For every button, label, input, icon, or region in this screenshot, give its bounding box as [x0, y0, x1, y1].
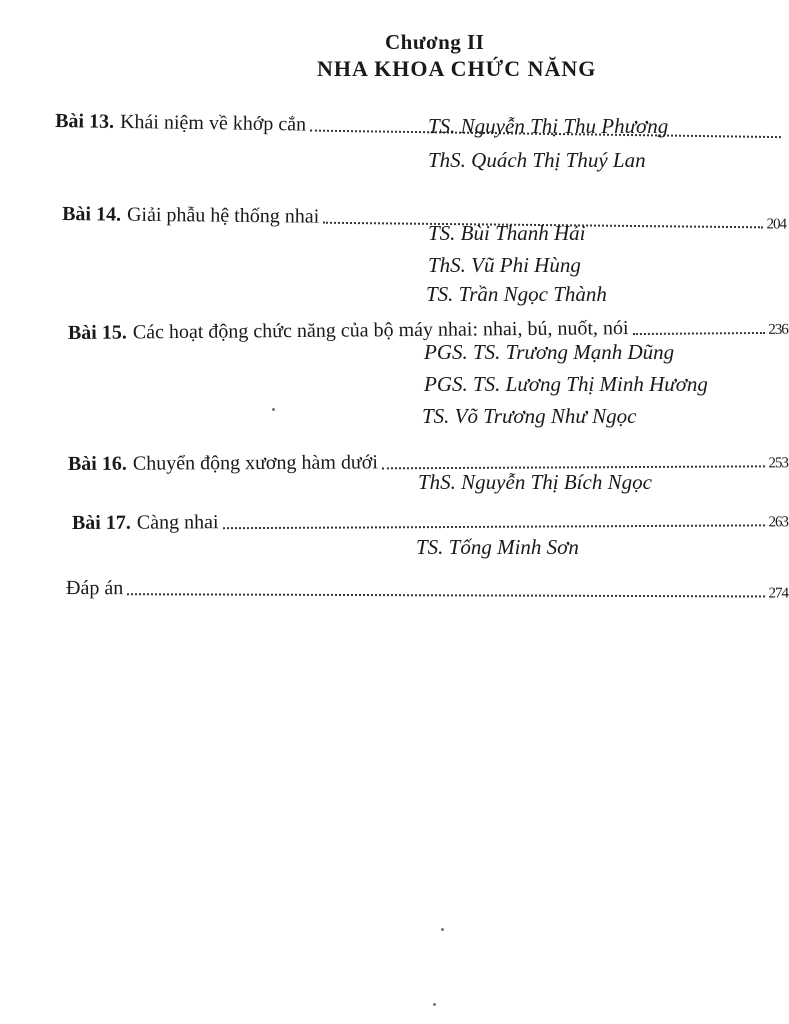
chapter-number: Chương II: [385, 30, 485, 54]
scan-speck: [433, 1003, 436, 1006]
entry-author: TS. Trần Ngọc Thành: [426, 282, 607, 306]
entry-topic: Chuyển động xương hàm dưới: [132, 451, 378, 475]
entry-author: ThS. Vũ Phi Hùng: [428, 253, 581, 277]
entry-topic: Giải phẫu hệ thống nhai: [126, 203, 320, 228]
entry-page: 236: [768, 321, 788, 338]
entry-page: 274: [768, 585, 789, 602]
dot-leader: [382, 464, 765, 469]
entry-label: Bài 17.: [71, 511, 131, 534]
entry-page: 204: [766, 216, 787, 233]
entry-topic: Khái niệm về khớp cắn: [119, 110, 307, 136]
entry-label: Bài 15.: [67, 321, 127, 345]
entry-label: Bài 16.: [67, 452, 127, 475]
toc-entry-13: [55, 110, 785, 143]
entry-label: Bài 14.: [62, 203, 122, 226]
entry-author: TS. Tống Minh Sơn: [416, 535, 579, 559]
entry-author: PGS. TS. Lương Thị Minh Hương: [424, 372, 708, 396]
entry-author: ThS. Quách Thị Thuý Lan: [428, 148, 646, 172]
entry-topic: Các hoạt động chức năng của bộ máy nhai: nhai, bú, nuốt, nói: [132, 317, 629, 344]
scan-speck: [441, 928, 444, 931]
entry-topic: Đáp án: [66, 577, 124, 600]
entry-author: TS. Võ Trương Như Ngọc: [422, 404, 637, 428]
scan-speck: [272, 408, 275, 411]
toc-entry-17: [72, 508, 788, 535]
dot-leader: [127, 592, 764, 597]
entry-page: 263: [768, 514, 788, 531]
entry-author: TS. Bùi Thanh Hải: [428, 221, 586, 245]
dot-leader: [223, 523, 765, 529]
entry-author: PGS. TS. Trương Mạnh Dũng: [424, 340, 675, 364]
toc-entry-14: [62, 203, 786, 234]
entry-author: ThS. Nguyễn Thị Bích Ngọc: [418, 470, 652, 494]
entry-author: TS. Nguyễn Thị Thu Phương: [428, 114, 669, 138]
entry-label: Bài 13.: [55, 110, 115, 133]
dot-leader: [633, 331, 765, 335]
toc-entry-answers: [66, 577, 788, 603]
chapter-title: NHA KHOA CHỨC NĂNG: [317, 56, 597, 81]
entry-page: 253: [768, 455, 788, 472]
entry-topic: Càng nhai: [136, 511, 219, 534]
